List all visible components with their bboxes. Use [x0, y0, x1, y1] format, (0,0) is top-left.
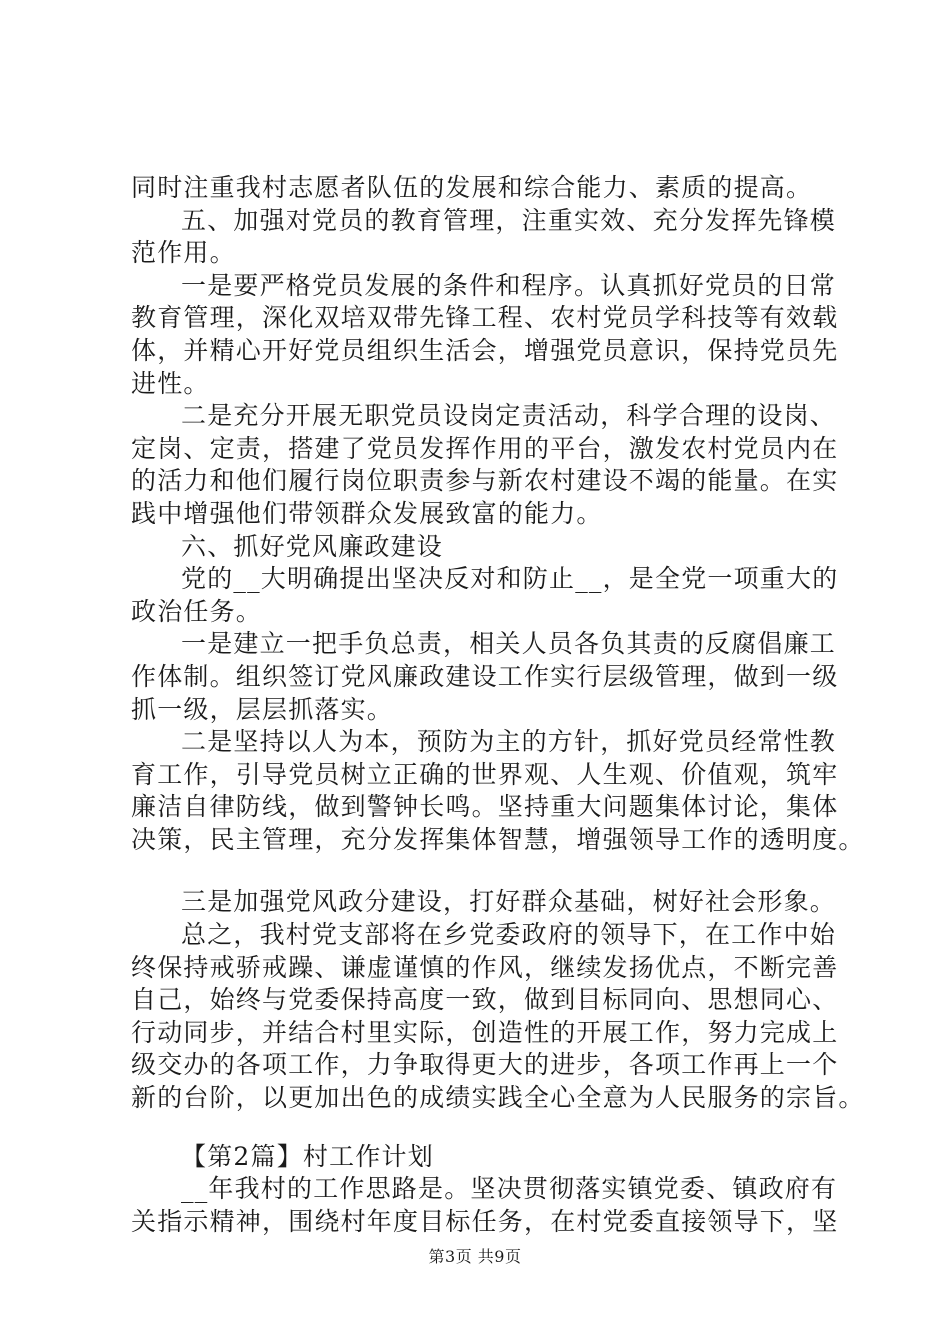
text-line: 总之，我村党支部将在乡党委政府的领导下，在工作中始: [181, 920, 837, 950]
text-line: 新的台阶，以更加出色的成绩实践全心全意为人民服务的宗旨。: [131, 1083, 865, 1113]
text-line: 一是建立一把手负总责，相关人员各负其责的反腐倡廉工: [181, 629, 837, 659]
text-line: 终保持戒骄戒躁、谦虚谨慎的作风，继续发扬优点，不断完善: [131, 952, 839, 982]
text-line: 决策，民主管理，充分发挥集体智慧，增强领导工作的透明度。: [131, 824, 865, 854]
text-line: 的活力和他们履行岗位职责参与新农村建设不竭的能量。在实: [131, 466, 839, 496]
text-line: 二是充分开展无职党员设岗定责活动，科学合理的设岗、: [181, 401, 837, 431]
section-heading: 六、抓好党风廉政建设: [181, 531, 444, 561]
text-line: 关指示精神，围绕村年度目标任务，在村党委直接领导下，坚: [131, 1206, 839, 1236]
document-body: [131, 172, 865, 1238]
text-line: 一是要严格党员发展的条件和程序。认真抓好党员的日常: [181, 270, 837, 300]
section-heading: 五、加强对党员的教育管理，注重实效、充分发挥先锋模: [181, 205, 837, 235]
paragraph-gap: [131, 856, 837, 886]
text-line: 教育管理，深化双培双带先锋工程、农村党员学科技等有效载: [131, 303, 839, 333]
text-line: 二是坚持以人为本，预防为主的方针，抓好党员经常性教: [181, 727, 837, 757]
text-line: __年我村的工作思路是。坚决贯彻落实镇党委、镇政府有: [181, 1174, 838, 1204]
text-line: 进性。: [131, 368, 210, 398]
text-line: 同时注重我村志愿者队伍的发展和综合能力、素质的提高。: [131, 173, 813, 202]
page-number: 第3页 共9页: [428, 1247, 522, 1266]
text-line: 政治任务。: [131, 596, 263, 626]
text-line: 范作用。: [131, 238, 236, 268]
text-line: 三是加强党风政分建设，打好群众基础，树好社会形象。: [181, 887, 837, 917]
text-line: 行动同步，并结合村里实际，创造性的开展工作，努力完成上: [131, 1017, 839, 1047]
text-line: 党的__大明确提出坚决反对和防止__，是全党一项重大的: [181, 564, 839, 594]
text-line: 定岗、定责，搭建了党员发挥作用的平台，激发农村党员内在: [131, 433, 839, 463]
text-line: 作体制。组织签订党风廉政建设工作实行层级管理，做到一级: [131, 661, 839, 691]
text-line: 践中增强他们带领群众发展致富的能力。: [131, 498, 603, 528]
text-line: 自己，始终与党委保持高度一致，做到目标同向、思想同心、: [131, 985, 839, 1015]
text-line: 级交办的各项工作，力争取得更大的进步，各项工作再上一个: [131, 1050, 839, 1080]
paragraph-gap: [131, 1115, 837, 1141]
text-line: 廉洁自律防线，做到警钟长鸣。坚持重大问题集体讨论，集体: [131, 792, 839, 822]
text-line: 体，并精心开好党员组织生活会，增强党员意识，保持党员先: [131, 335, 839, 365]
text-line: 育工作，引导党员树立正确的世界观、人生观、价值观，筑牢: [131, 759, 839, 789]
text-line: 抓一级，层层抓落实。: [131, 694, 394, 724]
article-heading: 【第2篇】村工作计划: [181, 1141, 434, 1171]
